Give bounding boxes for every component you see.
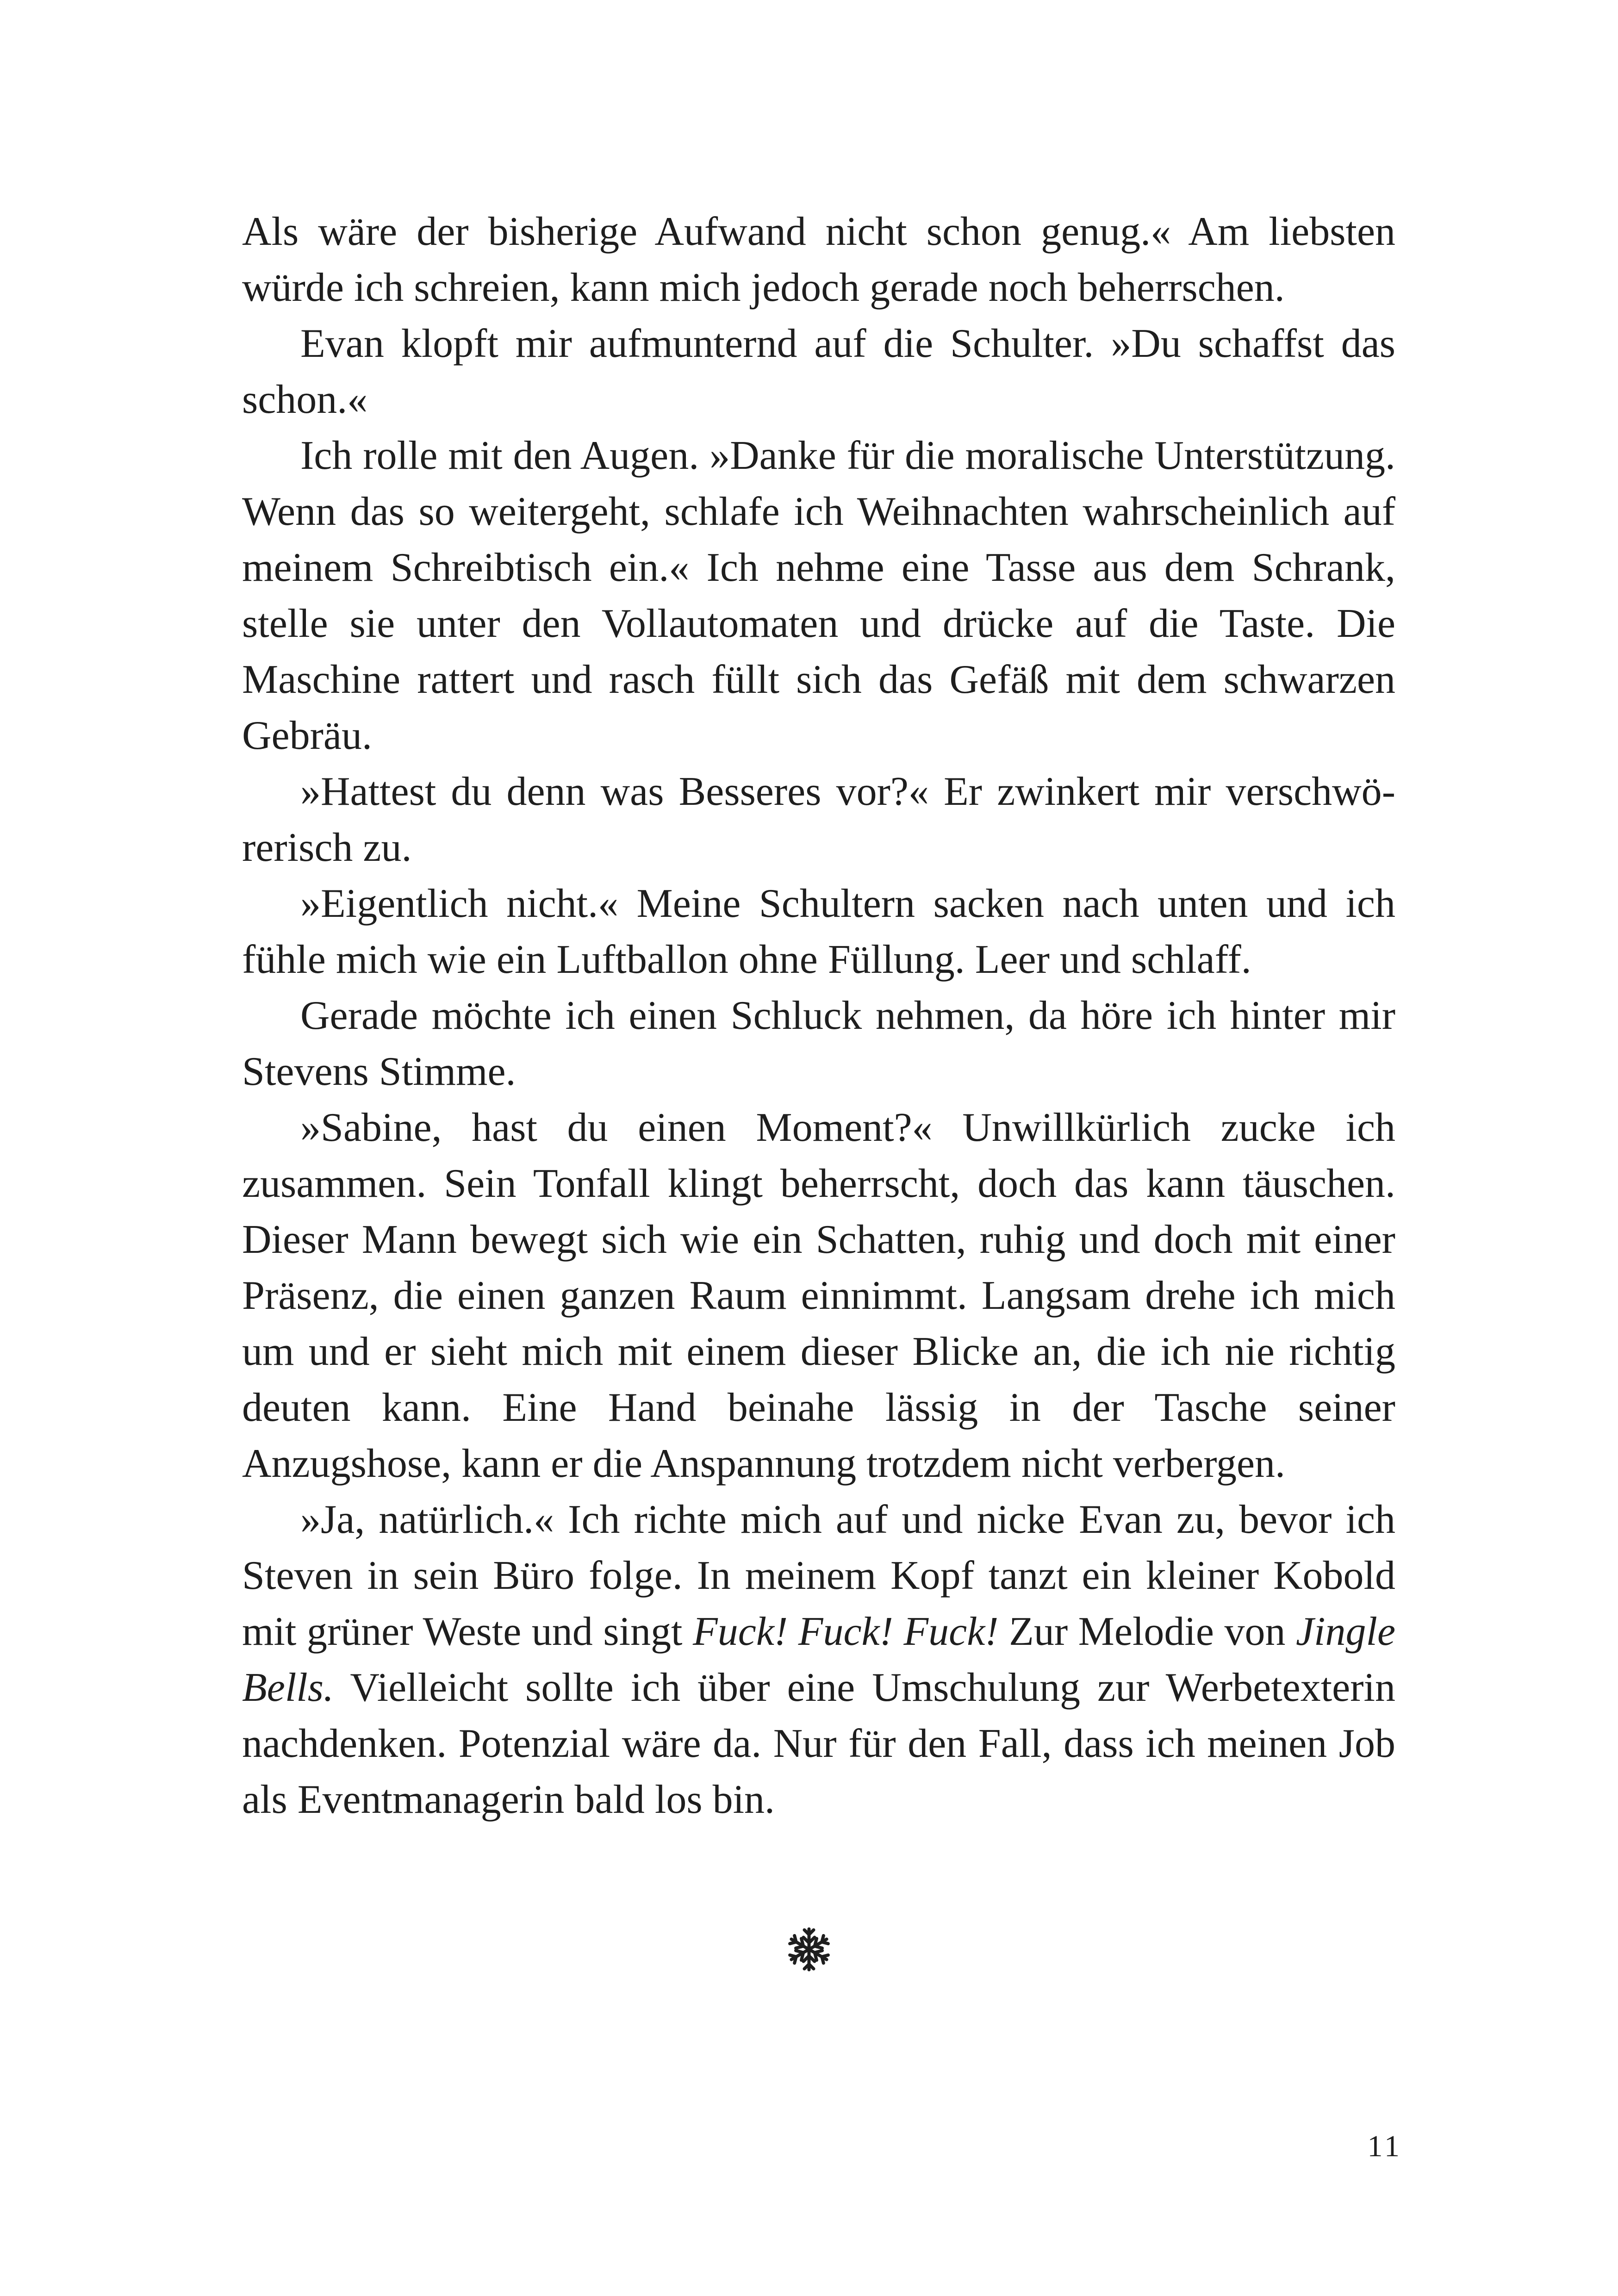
paragraph: Evan klopft mir aufmunternd auf die Schulter. »Du schaffst das schon.« bbox=[242, 321, 1395, 422]
italic-text: Fuck! Fuck! Fuck! bbox=[693, 1609, 999, 1654]
text-run: Zur Melodie von bbox=[998, 1609, 1296, 1654]
text-run: Vielleicht sollte ich über eine Umschulung zur Werbetexterin nachdenken. Potenzial wäre da. Nur für den Fall, dass ich meinen Job als Eventmanagerin bald los bin. bbox=[242, 1665, 1395, 1822]
paragraph-last bbox=[242, 1492, 1395, 1828]
paragraph: »Hattest du denn was Besseres vor?« Er zwinkert mir verschwörerisch zu. bbox=[242, 769, 1395, 870]
snowflake-icon-graphic bbox=[786, 1926, 832, 1972]
paragraph: Gerade möchte ich einen Schluck nehmen, da höre ich hinter mir Stevens Stimme. bbox=[242, 993, 1395, 1094]
paragraph: Ich rolle mit den Augen. »Danke für die moralische Unterstützung. Wenn das so weitergeht, schlafe ich Weihnachten wahrscheinlich auf meinem Schreibtisch ein.« Ich nehme eine Tasse aus dem Schrank, stelle sie unter den Vollautomaten und drücke auf die Taste. Die Maschine rattert und rasch füllt sich das Gefäß mit dem schwarzen Gebräu. bbox=[242, 433, 1395, 758]
paragraph: Als wäre der bisherige Aufwand nicht schon genug.« Am liebsten würde ich schreien, kann mich jedoch gerade noch beherrschen. bbox=[242, 209, 1395, 310]
italic-text: Jingle Bells. bbox=[242, 1609, 1395, 1710]
text-run: »Ja, natürlich.« Ich richte mich auf und nicke Evan zu, bevor ich Steven in sein Büro folge. In meinem Kopf tanzt ein kleiner Kobold mit grüner Weste und singt bbox=[242, 1497, 1395, 1654]
body-text bbox=[242, 204, 1395, 1828]
paragraph: »Eigentlich nicht.« Meine Schultern sacken nach unten und ich fühle mich wie ein Luftballon ohne Füllung. Leer und schlaff. bbox=[242, 881, 1395, 982]
paragraph: »Sabine, hast du einen Moment?« Unwillkürlich zucke ich zusammen. Sein Tonfall klingt beherrscht, doch das kann täuschen. Dieser Mann bewegt sich wie ein Schatten, ruhig und doch mit einer Präsenz, die einen ganzen Raum einnimmt. Langsam drehe ich mich um und er sieht mich mit einem dieser Blicke an, die ich nie richtig deuten kann. Eine Hand beinahe lässig in der Tasche seiner Anzugshose, kann er die Anspannung trotzdem nicht verbergen. bbox=[242, 1105, 1395, 1486]
snowflake-icon bbox=[786, 1926, 832, 1972]
page-number: 11 bbox=[1367, 2129, 1402, 2163]
